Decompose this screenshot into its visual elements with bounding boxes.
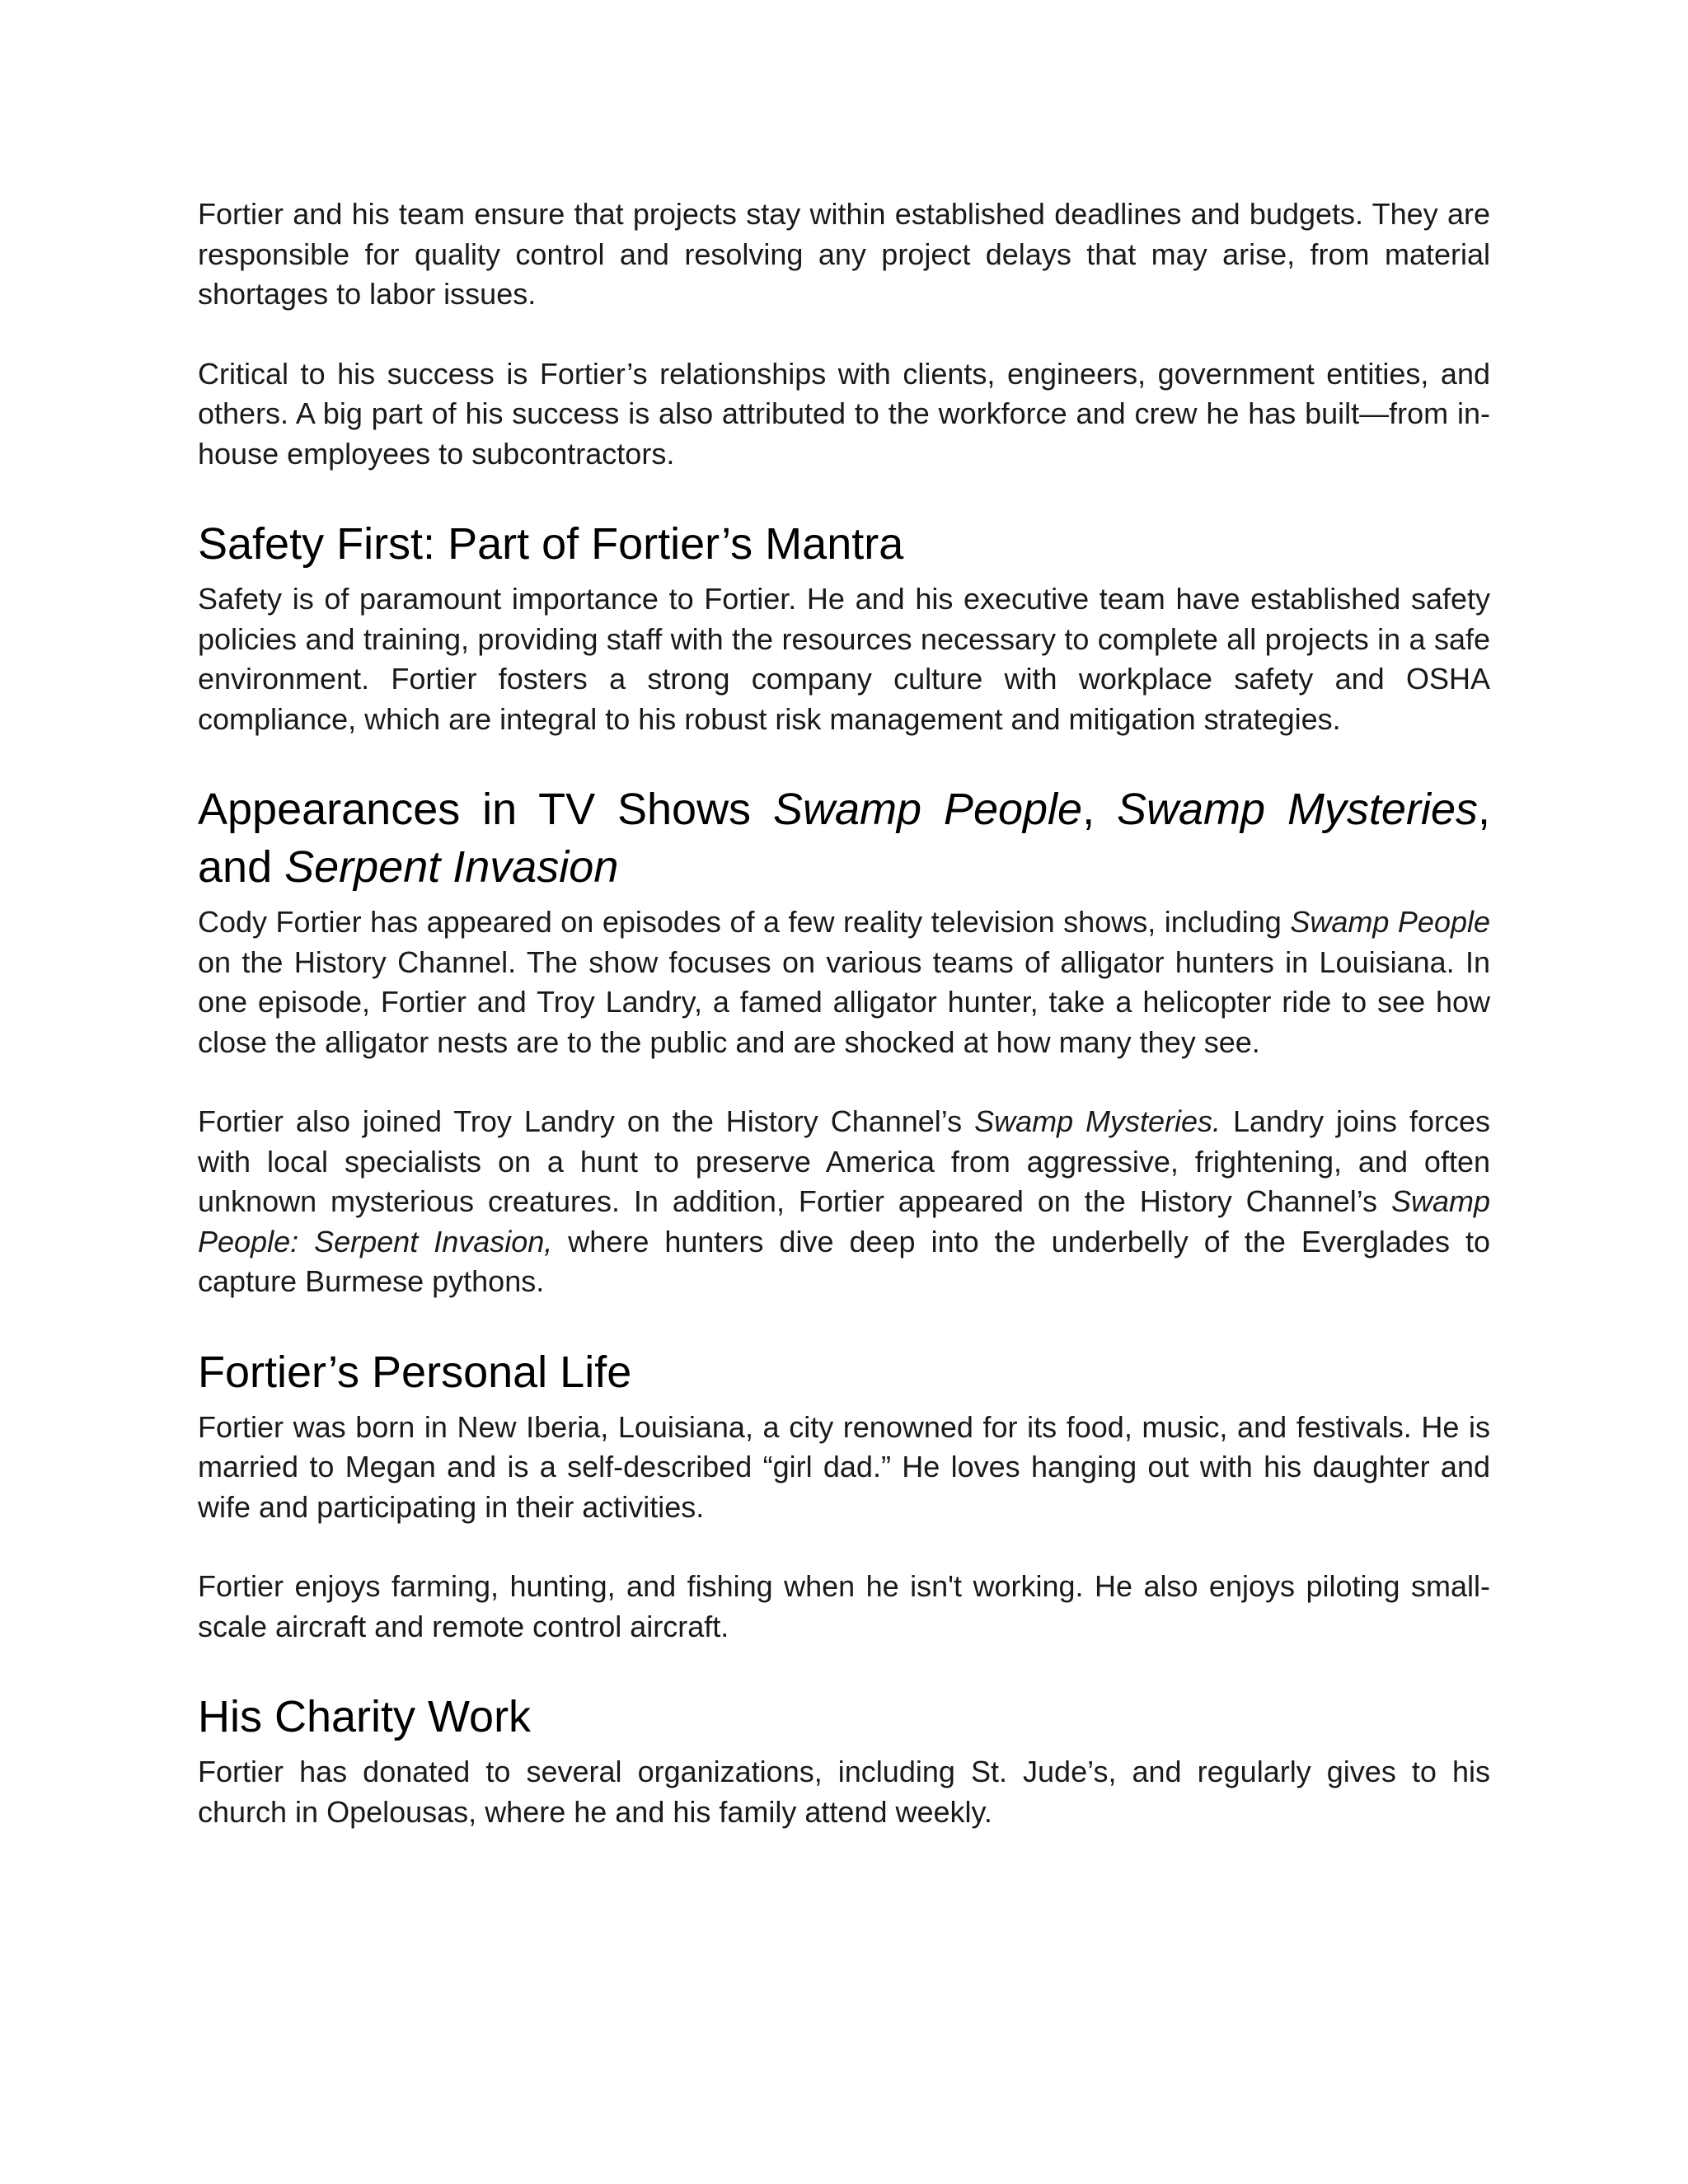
heading-tv-prefix: Appearances in TV Shows [198,785,773,834]
swamp-people-title: Swamp People [1290,905,1491,939]
document-page [198,194,1490,1832]
paragraph-relationships: Critical to his success is Fortier’s relationships with clients, engineers, government entities, and others. A big part of his success is also attributed to the workforce and crew he has built—from in-house employees to subcontractors. [198,356,1490,471]
heading-tv-separator: , [1082,785,1117,834]
heading-tv-and: , and [198,785,1490,892]
swamp-people-text-after: on the History Channel. The show focuses on various teams of alligator hunters in Louisiana. In one episode, Fortier and Troy Landry, a famed alligator hunter, take a helicopter ride to see how close the alligator nests are to the public and are shocked at how many they see. [198,944,1490,1059]
heading-tv-appearances [198,780,1490,896]
serpent-invasion-title: Swamp People: Serpent Invasion, [198,1184,1490,1258]
swamp-people-text-before: Cody Fortier has appeared on episodes of a few reality television shows, including [198,905,1291,939]
paragraph-project-management: Fortier and his team ensure that projects stay within established deadlines and budgets. They are responsible for quality control and resolving any project delays that may arise, from material shortages to labor issues. [198,197,1490,311]
heading-safety-first: Safety First: Part of Fortier’s Mantra [198,519,904,569]
paragraph-personal-hobbies: Fortier enjoys farming, hunting, and fishing when he isn't working. He also enjoys piloting small-scale aircraft and remote control aircraft. [198,1569,1490,1643]
paragraph-personal-family: Fortier was born in New Iberia, Louisiana, a city renowned for its food, music, and festivals. He is married to Megan and is a self-described “girl dad.” He loves hanging out with his daughter and wife and participating in their activities. [198,1409,1490,1524]
heading-show-swamp-mysteries: Swamp Mysteries [1116,785,1478,834]
heading-show-serpent-invasion: Serpent Invasion [284,842,619,892]
paragraph-swamp-mysteries [198,1102,1490,1302]
paragraph-charity: Fortier has donated to several organizations, including St. Jude’s, and regularly gives to his church in Opelousas, where he and his family attend weekly. [198,1755,1490,1829]
heading-charity-work: His Charity Work [198,1692,532,1741]
paragraph-swamp-people [198,902,1490,1062]
swamp-mysteries-text-before: Fortier also joined Troy Landry on the History Channel’s [198,1104,975,1138]
swamp-mysteries-text-middle: Landry joins forces with local specialists on a hunt to preserve America from aggressive, frightening, and often unknown mysterious creatures. In addition, Fortier appeared on the History Channel’s [198,1104,1490,1218]
heading-show-swamp-people: Swamp People [772,785,1083,834]
swamp-mysteries-title: Swamp Mysteries. [974,1104,1221,1138]
heading-personal-life: Fortier’s Personal Life [198,1347,632,1397]
swamp-mysteries-text-after: where hunters dive deep into the underbelly of the Everglades to capture Burmese pythons. [198,1224,1490,1298]
paragraph-safety: Safety is of paramount importance to Fortier. He and his executive team have established safety policies and training, providing staff with the resources necessary to complete all projects in a safe environment. Fortier fosters a strong company culture with workplace safety and OSHA compliance, which are integral to his robust risk management and mitigation strategies. [198,582,1490,736]
